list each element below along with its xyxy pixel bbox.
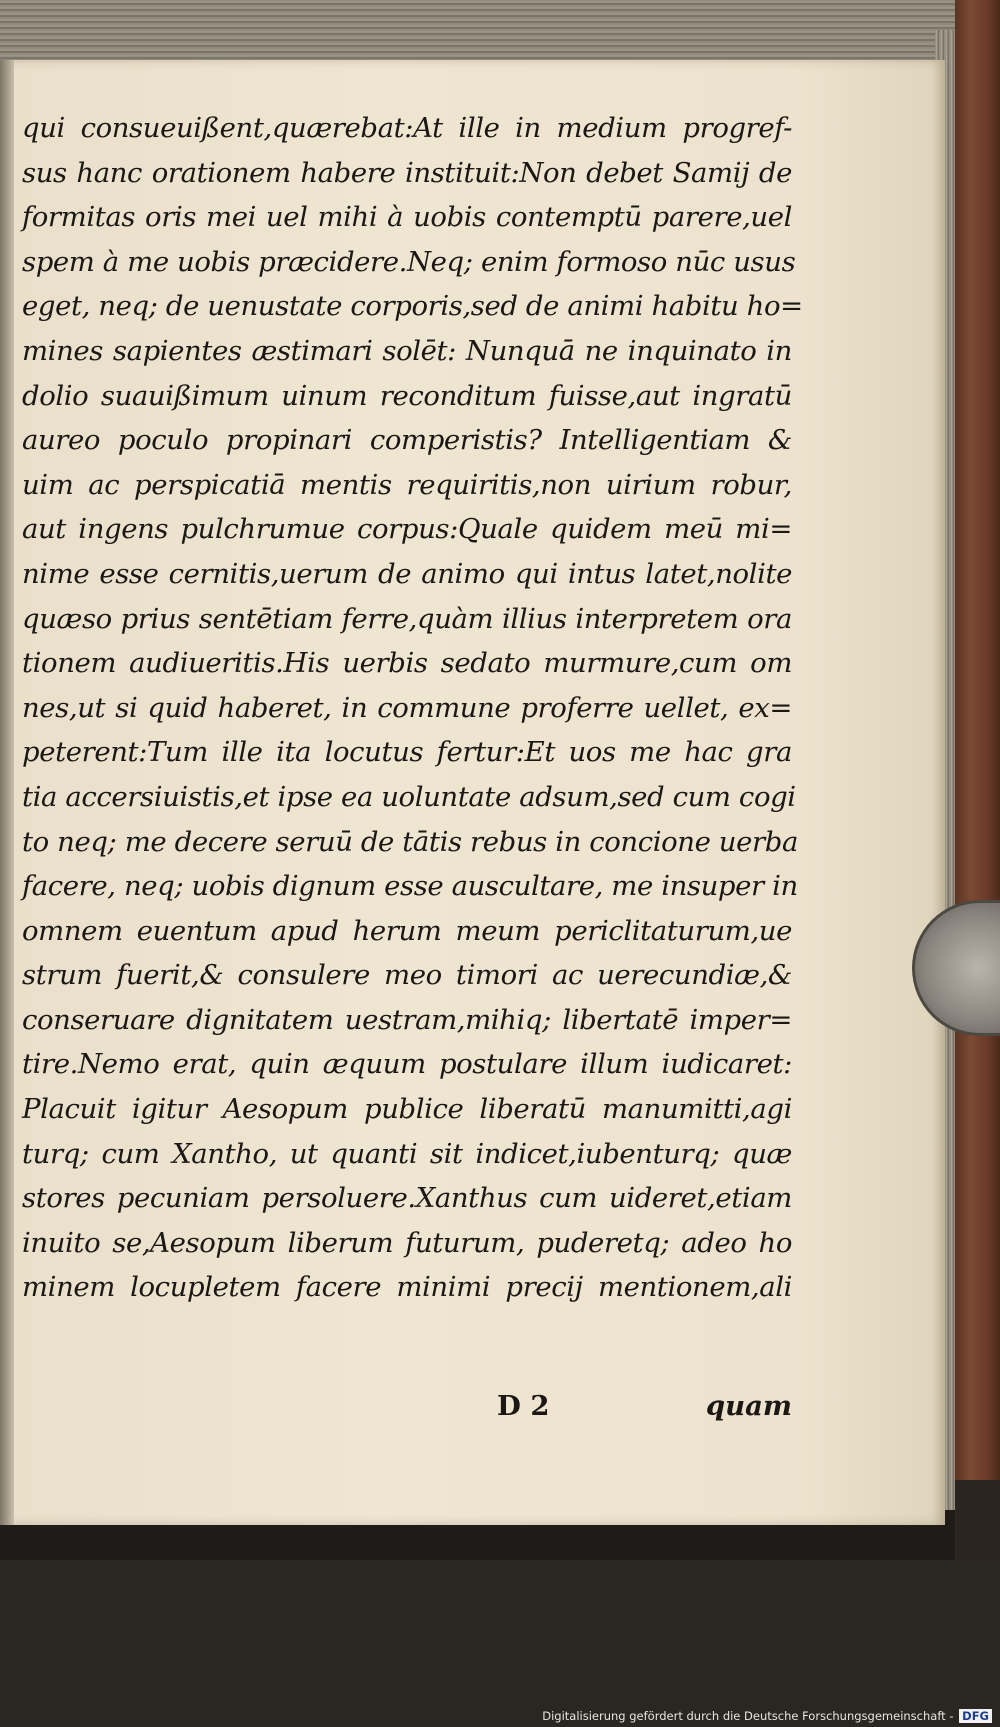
book-page [0,60,945,1525]
text-line: formitas oris mei uel mihi à uobis contemptū parere,uel [22,201,792,234]
text-line: spem à me uobis præcidere.Neq; enim formoso nūc usus [22,245,796,278]
digitization-credit [542,1709,992,1723]
text-line: minem locupletem facere minimi precij mentionem,ali [22,1271,792,1304]
text-line: turq; cum Xantho, ut quanti sit indicet,iubenturq; quæ [22,1137,792,1170]
credit-text: Digitalisierung gefördert durch die Deutsche Forschungsgemeinschaft - [542,1709,954,1723]
bottom-bar [0,1560,1000,1727]
text-line: aureo poculo propinari comperistis? Intelligentiam & [22,424,792,457]
text-line: nes,ut si quid haberet, in commune proferre uellet, ex= [22,691,792,724]
text-line: nime esse cernitis,uerum de animo qui intus latet,nolite [22,557,792,590]
text-line: tionem audiueritis.His uerbis sedato murmure,cum om [22,647,792,680]
page-footer [22,1390,792,1434]
dfg-logo: DFG [959,1709,992,1723]
text-line: aut ingens pulchrumue corpus:Quale quidem meū mi= [22,513,792,546]
text-line: sus hanc orationem habere instituit:Non debet Samij de [22,156,792,189]
text-line: to neq; me decere seruū de tātis rebus in concione uerba [22,825,798,858]
text-line: tire.Nemo erat, quin æquum postulare illum iudicaret: [22,1048,792,1081]
text-line: conseruare dignitatem uestram,mihiq; libertatē imper= [22,1003,792,1036]
text-line: facere, neq; uobis dignum esse auscultare, me insuper in [22,870,798,903]
text-line: strum fuerit,& consulere meo timori ac uerecundiæ,& [22,959,792,992]
text-line: uim ac perspicatiā mentis requiritis,non uirium robur, [22,468,792,501]
text-line: tia accersiuistis,et ipse ea uoluntate adsum,sed cum cogi [22,780,796,813]
text-line: peterent:Tum ille ita locutus fertur:Et uos me hac gra [22,736,792,769]
catchword: quam [705,1390,792,1422]
text-line: mines sapientes æstimari solēt: Nunquā ne inquinato in [22,334,792,367]
signature-mark: D 2 [497,1390,550,1422]
text-block [22,106,803,1310]
text-line: stores pecuniam persoluere.Xanthus cum uideret,etiam [22,1182,792,1215]
page-gutter [0,60,14,1525]
text-line: inuito se,Aesopum liberum futurum, puderetq; adeo ho [22,1226,792,1259]
text-line: qui consueuißent,quærebat:At ille in medium progref- [22,112,792,144]
text-line: quæso prius sentētiam ferre,quàm illius interpretem ora [22,602,792,635]
text-line: dolio suauißimum uinum reconditum fuisse,aut ingratū [22,379,792,412]
leather-binding [955,0,1000,1560]
text-line: Placuit igitur Aesopum publice liberatū manumitti,agi [22,1093,792,1126]
text-line: omnem euentum apud herum meum periclitaturum,ue [22,914,792,947]
text-line: eget, neq; de uenustate corporis,sed de animi habitu ho= [22,290,803,323]
